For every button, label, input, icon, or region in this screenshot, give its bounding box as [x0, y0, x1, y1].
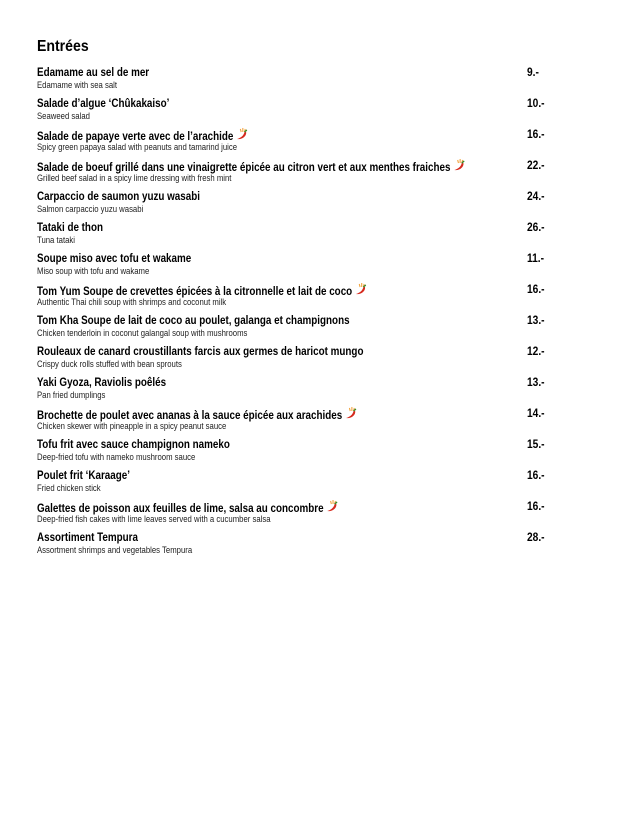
- item-description: Assortment shrimps and vegetables Tempura: [37, 545, 193, 555]
- item-name: [37, 530, 138, 544]
- item-description: Deep-fried tofu with nameko mushroom sauce: [37, 452, 196, 462]
- item-price: 12.-: [527, 344, 545, 358]
- item-name-text: Tofu frit avec sauce champignon nameko: [37, 437, 230, 451]
- item-name-text: Salade de boeuf grillé dans une vinaigrette épicée au citron vert et aux menthes fraiches: [37, 160, 451, 174]
- item-price: 24.-: [527, 189, 545, 203]
- item-description: Edamame with sea salt: [37, 80, 118, 90]
- item-name-text: Salade de papaye verte avec de l’arachide: [37, 129, 234, 143]
- item-price: 22.-: [527, 158, 545, 172]
- item-name: [37, 344, 363, 358]
- menu-item: [37, 344, 597, 372]
- item-description: Miso soup with tofu and wakame: [37, 266, 150, 276]
- menu-item: [37, 437, 597, 465]
- menu-item: [37, 65, 597, 93]
- item-description: Tuna tataki: [37, 235, 76, 245]
- item-name-text: Edamame au sel de mer: [37, 65, 150, 79]
- item-name: [37, 437, 230, 451]
- item-name: [37, 220, 103, 234]
- menu-item: [37, 158, 597, 186]
- item-name-text: Assortiment Tempura: [37, 530, 138, 544]
- item-price: 14.-: [527, 406, 545, 420]
- item-description: Authentic Thai chili soup with shrimps and coconut milk: [37, 297, 227, 307]
- chili-pepper-icon: [453, 158, 466, 172]
- menu-item: [37, 220, 597, 248]
- item-price: 16.-: [527, 499, 545, 513]
- item-name: [37, 96, 169, 110]
- item-name: [37, 158, 466, 174]
- menu-item: [37, 127, 597, 155]
- item-name: [37, 375, 166, 389]
- menu-item: [37, 96, 597, 124]
- item-name: [37, 499, 339, 515]
- item-description: Pan fried dumplings: [37, 390, 106, 400]
- item-price: 16.-: [527, 127, 545, 141]
- menu-item: [37, 375, 597, 403]
- item-price: 13.-: [527, 313, 545, 327]
- item-name: [37, 406, 358, 422]
- item-description: Grilled beef salad in a spicy lime dressing with fresh mint: [37, 173, 232, 183]
- item-price: 15.-: [527, 437, 545, 451]
- item-name-text: Salade d’algue ‘Chûkakaiso’: [37, 96, 170, 110]
- item-price: 28.-: [527, 530, 545, 544]
- menu-item: [37, 251, 597, 279]
- item-name: [37, 189, 200, 203]
- item-name: [37, 313, 350, 327]
- item-name: [37, 468, 130, 482]
- item-name-text: Soupe miso avec tofu et wakame: [37, 251, 192, 265]
- item-price: 10.-: [527, 96, 545, 110]
- menu-item: [37, 406, 597, 434]
- item-name-text: Brochette de poulet avec ananas à la sauce épicée aux arachides: [37, 408, 343, 422]
- item-description: Chicken tenderloin in coconut galangal soup with mushrooms: [37, 328, 248, 338]
- item-name-text: Poulet frit ‘Karaage’: [37, 468, 130, 482]
- chili-pepper-icon: [355, 282, 368, 296]
- item-name-text: Yaki Gyoza, Raviolis poêlés: [37, 375, 167, 389]
- item-description: Chicken skewer with pineapple in a spicy peanut sauce: [37, 421, 227, 431]
- item-name-text: Galettes de poisson aux feuilles de lime, salsa au concombre: [37, 501, 324, 515]
- item-price: 16.-: [527, 468, 545, 482]
- item-name: [37, 251, 191, 265]
- menu-item: [37, 282, 597, 310]
- item-name-text: Tataki de thon: [37, 220, 103, 234]
- chili-pepper-icon: [326, 499, 339, 513]
- item-name: [37, 127, 249, 143]
- menu-item: [37, 189, 597, 217]
- item-price: 16.-: [527, 282, 545, 296]
- item-description: Fried chicken stick: [37, 483, 101, 493]
- item-name-text: Rouleaux de canard croustillants farcis aux germes de haricot mungo: [37, 344, 364, 358]
- chili-pepper-icon: [345, 406, 358, 420]
- item-description: Deep-fried fish cakes with lime leaves served with a cucumber salsa: [37, 514, 271, 524]
- item-description: Salmon carpaccio yuzu wasabi: [37, 204, 144, 214]
- item-description: Seaweed salad: [37, 111, 90, 121]
- item-name-text: Tom Yum Soupe de crevettes épicées à la citronnelle et lait de coco: [37, 284, 353, 298]
- chili-pepper-icon: [236, 127, 249, 141]
- item-price: 26.-: [527, 220, 545, 234]
- item-name-text: Tom Kha Soupe de lait de coco au poulet, galanga et champignons: [37, 313, 350, 327]
- item-price: 13.-: [527, 375, 545, 389]
- item-name: [37, 282, 368, 298]
- item-name-text: Carpaccio de saumon yuzu wasabi: [37, 189, 200, 203]
- item-description: Spicy green papaya salad with peanuts and tamarind juice: [37, 142, 238, 152]
- section-title: Entrées: [37, 38, 89, 55]
- menu-item: [37, 530, 597, 558]
- menu-item: [37, 468, 597, 496]
- item-price: 9.-: [527, 65, 539, 79]
- item-price: 11.-: [527, 251, 545, 265]
- item-description: Crispy duck rolls stuffed with bean sprouts: [37, 359, 182, 369]
- menu-item: [37, 499, 597, 527]
- menu-item: [37, 313, 597, 341]
- item-name: [37, 65, 149, 79]
